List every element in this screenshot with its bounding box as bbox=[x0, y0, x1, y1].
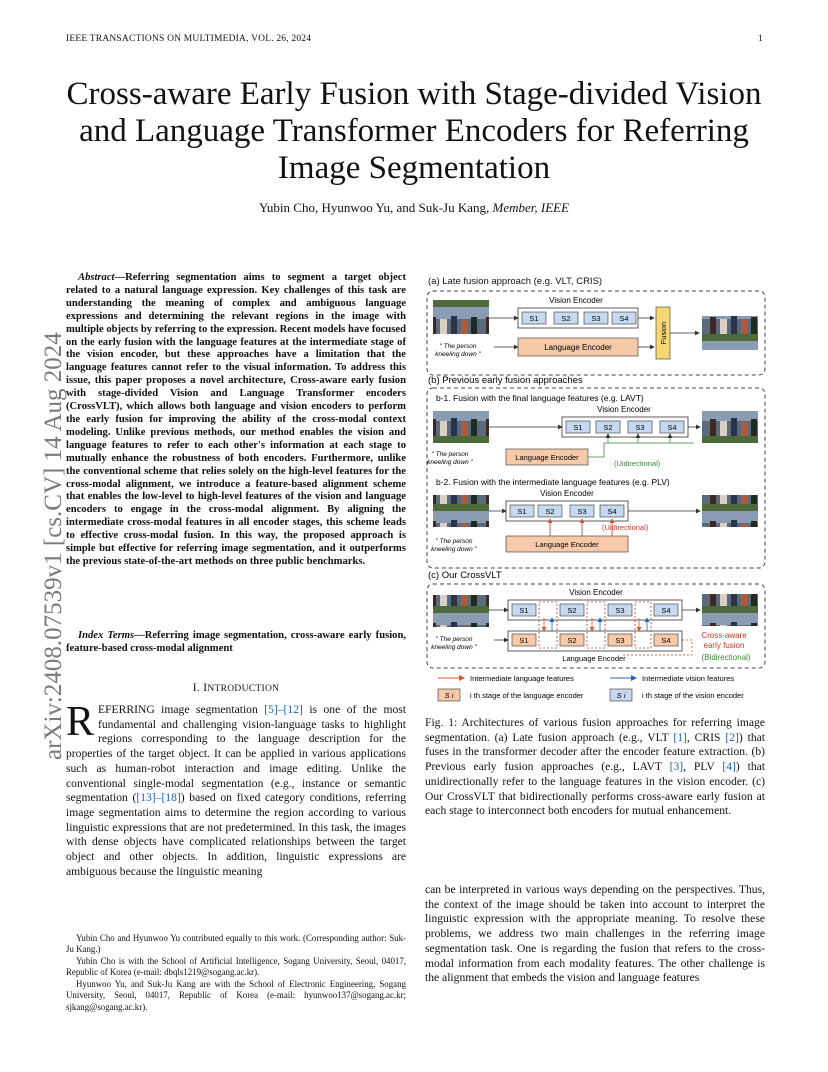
figure-legend bbox=[438, 674, 744, 701]
svg-text:kneeling down ": kneeling down " bbox=[431, 546, 477, 553]
arxiv-id: arXiv:2408.07539v1 [cs.CV] 14 Aug 2024 bbox=[40, 332, 67, 760]
fusion-label: Fusion bbox=[659, 321, 668, 345]
svg-text:S3: S3 bbox=[615, 636, 625, 645]
svg-text:Intermediate vision features: Intermediate vision features bbox=[642, 674, 735, 683]
svg-text:Vision Encoder: Vision Encoder bbox=[540, 489, 594, 498]
language-encoder-label: Language Encoder bbox=[544, 343, 612, 352]
unidirectional-label: (Uidirectional) bbox=[614, 459, 661, 468]
input-image bbox=[433, 300, 489, 334]
output-image bbox=[702, 594, 758, 626]
index-terms bbox=[66, 630, 406, 656]
svg-text:S i: S i bbox=[444, 691, 454, 700]
citation-link[interactable]: [2] bbox=[725, 730, 739, 744]
figure-caption: Fig. 1: Architectures of various fusion approaches for referring image segmentation. (a) Late fusion approach (e.g., VLT [1], CRIS [2]) that fuses in the transformer decoder after the encoder feature extraction. (b) Previous early fusion approaches (e.g., LAVT [3], PLV [4]) that unidirectionally refer to the language features in the vision encoder. (c) Our CrossVLT that bidirectionally performs cross-aware early fusion at each stage to interconnect both encoders for mutual enhancement. bbox=[425, 716, 765, 818]
abstract bbox=[66, 272, 406, 569]
running-header: IEEE TRANSACTIONS ON MULTIMEDIA, VOL. 26, 2024 bbox=[66, 34, 312, 44]
footnote: Yubin Cho and Hyunwoo Yu contributed equally to this work. (Corresponding author: Suk-Ju Kang.) bbox=[66, 933, 406, 955]
intro-lead: EFERRING image segmentation bbox=[98, 703, 265, 716]
output-image bbox=[702, 495, 758, 527]
svg-text:S3: S3 bbox=[577, 507, 587, 516]
citation-link[interactable]: [1] bbox=[673, 730, 687, 744]
arxiv-sidebar bbox=[18, 270, 67, 770]
caption-label: Fig. 1: bbox=[425, 716, 458, 729]
abstract-label: Abstract bbox=[78, 272, 115, 283]
unidirectional-label: (Uidirectional) bbox=[602, 523, 649, 532]
svg-text:S4: S4 bbox=[619, 314, 629, 323]
footnotes bbox=[66, 933, 406, 1014]
section-title-first: I bbox=[203, 682, 208, 694]
svg-text:S4: S4 bbox=[607, 507, 617, 516]
svg-text:i th stage of the language enc: i th stage of the language encoder bbox=[470, 691, 584, 700]
svg-text:S2: S2 bbox=[603, 423, 613, 432]
citation-link[interactable]: [5]–[12] bbox=[264, 703, 303, 716]
panel-b-title: (b) Previous early fusion approaches bbox=[428, 375, 583, 386]
section-title-rest: NTRODUCTION bbox=[207, 684, 280, 694]
svg-text:kneeling down ": kneeling down " bbox=[431, 644, 477, 651]
input-image bbox=[433, 495, 489, 527]
svg-text:" The person: " The person bbox=[431, 451, 469, 458]
cross-aware-links bbox=[539, 602, 651, 648]
cross-aware-label: early fusion bbox=[703, 641, 745, 650]
stage-row-c-vision bbox=[512, 604, 678, 616]
query-text: kneeling down " bbox=[435, 351, 481, 358]
svg-text:S1: S1 bbox=[519, 606, 529, 615]
svg-text:S2: S2 bbox=[567, 636, 577, 645]
svg-text:Vision Encoder: Vision Encoder bbox=[569, 588, 623, 597]
citation-link[interactable]: [4] bbox=[722, 760, 736, 774]
footnote: Yubin Cho is with the School of Artificial Intelligence, Sogang University, Seoul, 04017, Republic of Korea (e-mail: dbqls1219@sogang.ac.kr). bbox=[66, 956, 406, 978]
cross-aware-label: Cross-aware bbox=[701, 631, 747, 640]
panel-a-title: (a) Late fusion approach (e.g. VLT, CRIS) bbox=[428, 276, 603, 287]
author-line bbox=[40, 200, 788, 216]
svg-text:S1: S1 bbox=[517, 507, 527, 516]
svg-text:S4: S4 bbox=[661, 606, 671, 615]
drop-cap: R bbox=[66, 699, 95, 745]
svg-text:S1: S1 bbox=[529, 314, 539, 323]
svg-text:Intermediate language features: Intermediate language features bbox=[470, 674, 574, 683]
svg-text:S3: S3 bbox=[635, 423, 645, 432]
panel-b2-title: b-2. Fusion with the intermediate language features (e.g. PLV) bbox=[436, 477, 670, 487]
output-image bbox=[702, 316, 758, 350]
output-image bbox=[702, 411, 758, 443]
citation-link[interactable]: [3] bbox=[669, 760, 684, 774]
svg-text:S3: S3 bbox=[615, 606, 625, 615]
svg-text:S1: S1 bbox=[519, 636, 529, 645]
svg-text:S2: S2 bbox=[561, 314, 571, 323]
svg-text:Vision Encoder: Vision Encoder bbox=[597, 405, 651, 414]
stage-row-c-language bbox=[512, 634, 678, 646]
svg-text:S4: S4 bbox=[661, 636, 671, 645]
svg-text:S3: S3 bbox=[591, 314, 601, 323]
svg-text:S1: S1 bbox=[573, 423, 583, 432]
query-text: " The person bbox=[439, 343, 477, 350]
svg-text:" The person: " The person bbox=[435, 538, 473, 545]
svg-text:kneeling down ": kneeling down " bbox=[427, 459, 473, 466]
intro-text-2: ) based on fixed category conditions, referring image segmentation aims to determine the region according to various linguistic expressions that are not predetermined. In this task, the images with dense objects have complicated relationships between the target object and other objects. In addition, linguistic expressions are ambiguous because the linguistic meaning bbox=[66, 791, 406, 878]
intro-text-1: is one of the most fundamental and challenging vision-language tasks to highlight regions corresponding to the language description for the properties of the target object. It can be applied in various applications such as human-robot interaction and image editing. Unlike the conventional single-modal segmentation (e.g., instance or semantic segmentation ( bbox=[66, 703, 406, 805]
footnote: Hyunwoo Yu, and Suk-Ju Kang are with the School of Electronic Engineering, Sogang University, Seoul, 04017, Republic of Korea (e-mail: hyunwoo137@sogang.ac.kr; sjkang@sogang.ac.kr). bbox=[66, 979, 406, 1012]
panel-c-title: (c) Our CrossVLT bbox=[428, 570, 502, 581]
bidirectional-label: (Bidirectional) bbox=[701, 653, 751, 662]
figure-1 bbox=[424, 273, 770, 709]
svg-text:Language Encoder: Language Encoder bbox=[515, 453, 579, 462]
svg-text:i th stage of the vision encod: i th stage of the vision encoder bbox=[642, 691, 744, 700]
panel-b1-title: b-1. Fusion with the final language features (e.g. LAVT) bbox=[436, 393, 644, 403]
stage-row-b2-vision bbox=[510, 505, 624, 517]
index-terms-label: Index Terms bbox=[78, 630, 135, 641]
svg-text:S2: S2 bbox=[567, 606, 577, 615]
paper-title: Cross-aware Early Fusion with Stage-divided Vision and Language Transformer Encoders for Referring Image Segmentation bbox=[66, 76, 762, 186]
authors: Yubin Cho, Hyunwoo Yu, and Suk-Ju Kang, bbox=[258, 200, 490, 215]
svg-text:S4: S4 bbox=[667, 423, 677, 432]
introduction-text bbox=[66, 699, 406, 879]
vision-encoder-label: Vision Encoder bbox=[549, 296, 603, 305]
author-membership: Member, IEEE bbox=[492, 200, 570, 215]
citation-link[interactable]: [13]–[18] bbox=[136, 791, 181, 805]
input-image bbox=[433, 595, 489, 627]
svg-text:Language Encoder: Language Encoder bbox=[562, 654, 626, 663]
svg-text:S i: S i bbox=[616, 691, 626, 700]
svg-text:" The person: " The person bbox=[435, 636, 473, 643]
index-terms-text: —Referring image segmentation, cross-aware early fusion, feature-based cross-modal alignment bbox=[66, 630, 406, 654]
page-number: 1 bbox=[758, 34, 763, 44]
stage-row-a-vision bbox=[522, 312, 636, 324]
section-heading bbox=[66, 682, 406, 694]
abstract-text: —Referring segmentation aims to segment a target object related to a natural language expression. Key challenges of this task are understanding the meaning of complex and ambiguous language expressions and determining the relevant regions in the image with multiple objects by referring to the expression. Recent models have focused on the early fusion with the language features at the intermediate stage of the vision encoder, but these approaches have a limitation that the language features cannot refer to the visual information. To address this issue, this paper proposes a novel architecture, Cross-aware early fusion with stage-divided Vision and Language Transformer encoders (CrossVLT), which allows both language and vision encoders to perform the early fusion for improving the ability of the cross-modal context modeling. Unlike previous methods, our method enables the vision and language features to refer to each other's information at each stage to mutually enhance the robustness of both encoders. Furthermore, unlike the conventional scheme that relies solely on the high-level features for the cross-modal alignment, we introduce a feature-based alignment scheme that enables the low-level to high-level features of the vision and language encoders to engage in the cross-modal alignment. By aligning the intermediate cross-modal features in all encoder stages, this scheme leads to effective cross-modal fusion. In this way, the proposed approach is simple but effective for referring image segmentation, and it outperforms the previous state-of-the-art methods on three public benchmarks. bbox=[66, 272, 406, 567]
section-number: I. bbox=[192, 682, 201, 694]
stage-row-b1-vision bbox=[566, 421, 684, 433]
input-image bbox=[433, 411, 489, 443]
svg-text:S2: S2 bbox=[545, 507, 555, 516]
body-text-right: can be interpreted in various ways depending on the perspectives. Thus, the context of the image should be taken into account to interpret the linguistic expression with the appropriate meaning. To resolve these problems, we address two main challenges in the referring image segmentation task. One is regarding the fusion that refers to the cross-modal information from each modality features. The other challenge is the alignment that embeds the vision and language features bbox=[425, 883, 765, 985]
svg-text:Language Encoder: Language Encoder bbox=[535, 540, 599, 549]
